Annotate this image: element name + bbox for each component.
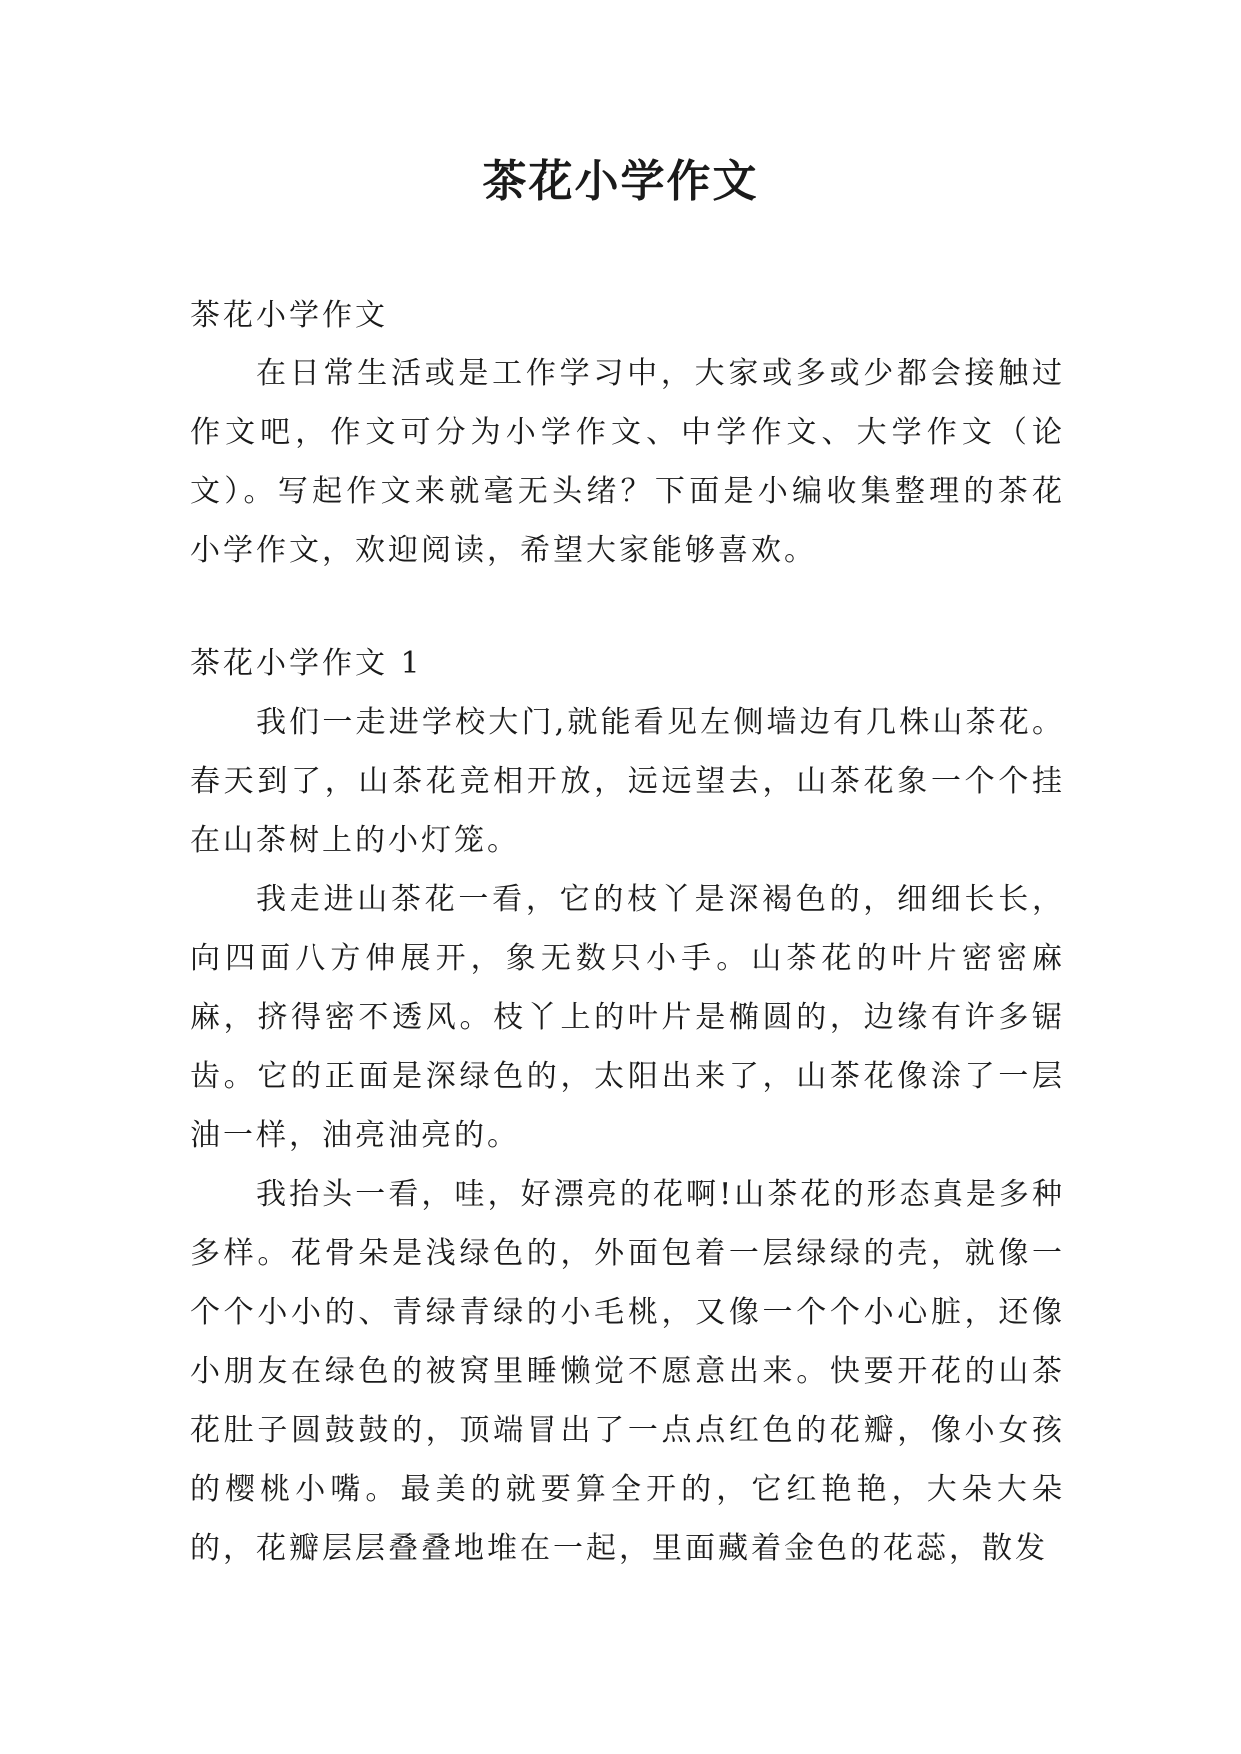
section-1-body [190,693,1065,1578]
document-title: 茶花小学作文 [482,156,759,207]
section-1-paragraph-1: 我们一走进学校大门,就能看见左侧墙边有几株山茶花。春天到了，山茶花竞相开放，远远望去，山茶花象一个个挂在山茶树上的小灯笼。 [190,705,1065,858]
intro-heading: 茶花小学作文 [190,298,388,333]
section-1-paragraph-3: 我抬头一看，哇，好漂亮的花啊!山茶花的形态真是多种多样。花骨朵是浅绿色的，外面包着一层绿绿的壳，就像一个个小小的、青绿青绿的小毛桃，又像一个个小心脏，还像小朋友在绿色的被窝里睡懒觉不愿意出来。快要开花的山茶花肚子圆鼓鼓的，顶端冒出了一点点红色的花瓣，像小女孩的樱桃小嘴。最美的就要算全开的，它红艳艳，大朵大朵的，花瓣层层叠叠地堆在一起，里面藏着金色的花蕊，散发 [190,1177,1065,1566]
section-1-heading: 茶花小学作文 1 [190,646,423,681]
intro-body [190,344,1065,580]
section-1-paragraph-2: 我走进山茶花一看，它的枝丫是深褐色的，细细长长，向四面八方伸展开，象无数只小手。山茶花的叶片密密麻麻，挤得密不透风。枝丫上的叶片是椭圆的，边缘有许多锯齿。它的正面是深绿色的，太阳出来了，山茶花像涂了一层油一样，油亮油亮的。 [190,882,1065,1153]
intro-paragraph: 在日常生活或是工作学习中，大家或多或少都会接触过作文吧，作文可分为小学作文、中学作文、大学作文（论文）。写起作文来就毫无头绪？下面是小编收集整理的茶花小学作文，欢迎阅读，希望大家能够喜欢。 [190,356,1065,568]
